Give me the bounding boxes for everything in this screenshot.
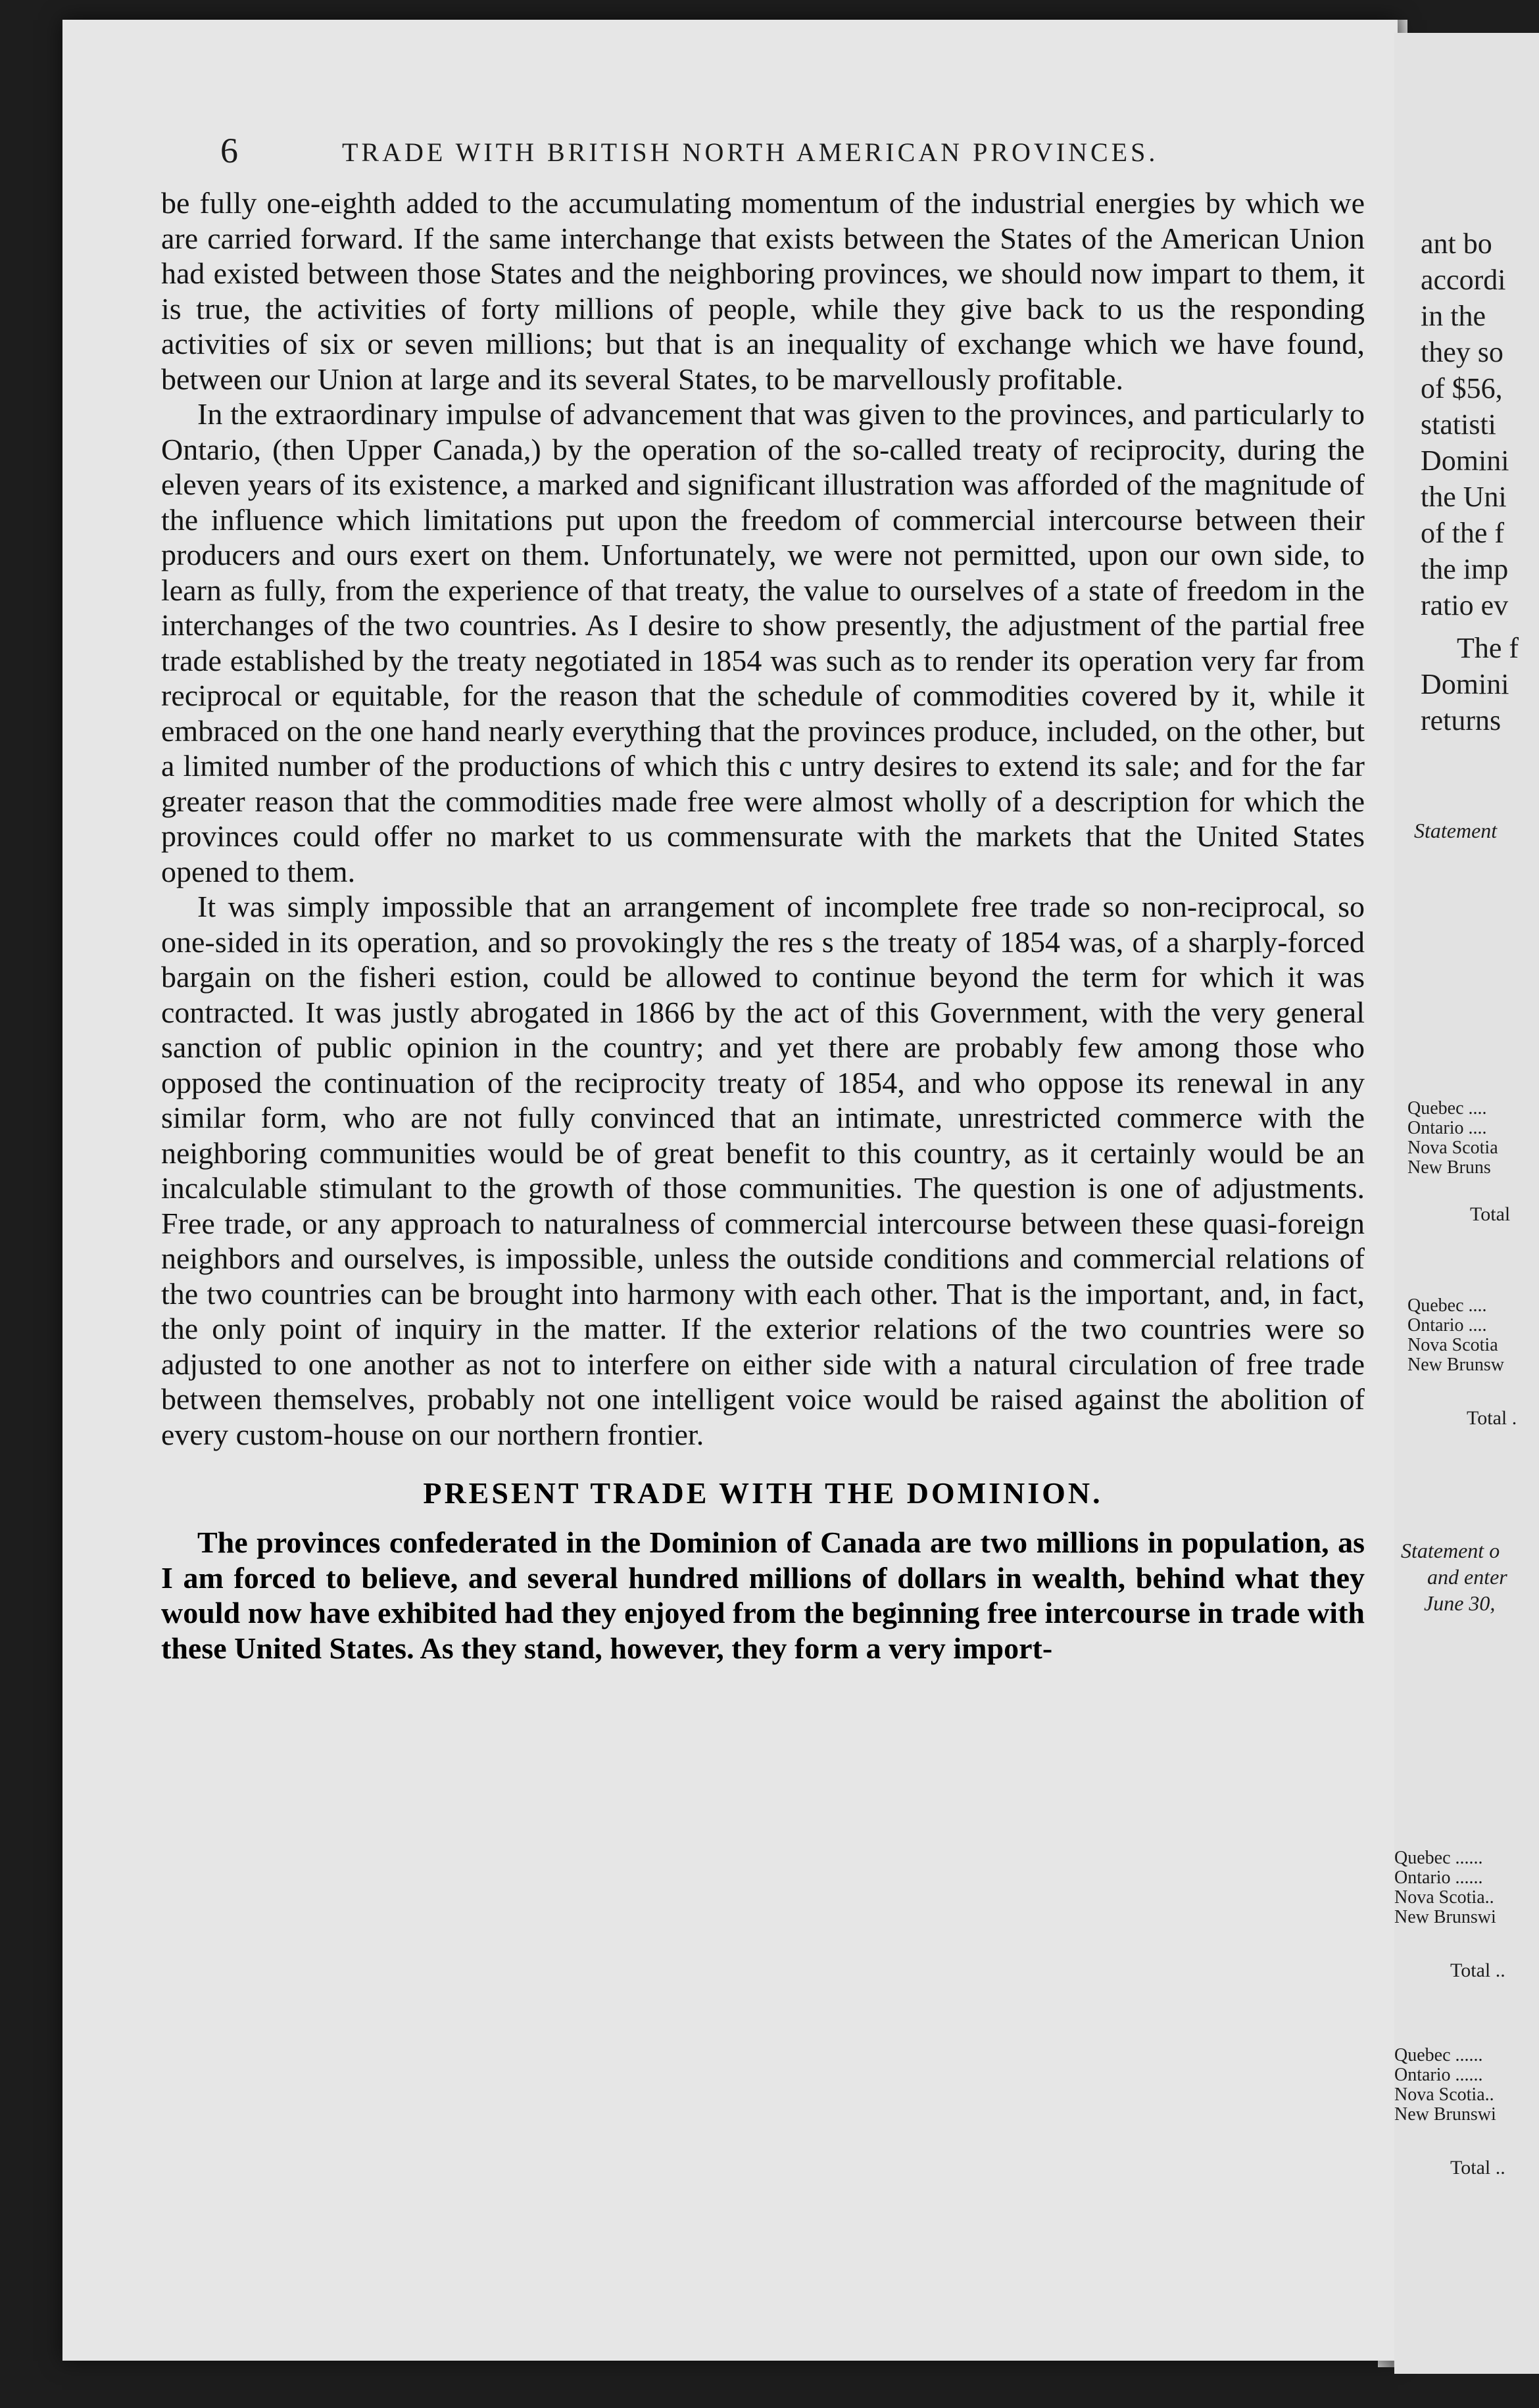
table-row-label: New Brunsw bbox=[1407, 1355, 1504, 1375]
running-head-title: TRADE WITH BRITISH NORTH AMERICAN PROVINCES. bbox=[342, 137, 1159, 167]
fragment-line: the Uni bbox=[1421, 481, 1507, 513]
table-row-label: Nova Scotia bbox=[1407, 1138, 1498, 1158]
table-row-label: Ontario ...... bbox=[1394, 1867, 1483, 1888]
fragment-line: in the bbox=[1421, 300, 1486, 332]
paragraph-3: It was simply impossible that an arrangement of incomplete free trade so non-reciprocal, so one-sided in its operation, and so provokingly the res s the treaty of 1854 was, of a sharply-forced bargain on the fisheri estion, could be allowed to continue beyond the term for which it was contracted. It was justly abrogated in 1866 by the act of this Government, with the very general sanction of public opinion in the country; and yet there are probably few among those who opposed the continuation of the reciprocity treaty of 1854, and who oppose its renewal in any similar form, who are not fully convinced that an intimate, unrestricted commerce with the neighboring communities would be of great benefit to this country, as it certainly would be an incalculable stimulant to the growth of those communities. The question is one of adjustments. Free trade, or any approach to naturalness of commercial intercourse between these quasi-foreign neighbors and ourselves, is impossible, unless the outside conditions and commercial relations of the two countries can be brought into harmony with each other. That is the important, and, in fact, the only point of inquiry in the matter. If the exterior relations of the two countries were so adjusted to one another as not to interfere on either side with a natural circulation of free trade between themselves, probably not one intelligent voice would be raised against the abolition of every custom-house on our northern frontier. bbox=[161, 890, 1365, 1451]
table-row-label: Quebec ...... bbox=[1394, 1848, 1483, 1868]
page-number: 6 bbox=[220, 131, 238, 170]
table-row-label: Nova Scotia bbox=[1407, 1335, 1498, 1355]
body-text bbox=[161, 185, 1365, 1666]
table-row-label: Ontario ...... bbox=[1394, 2065, 1483, 2085]
table-total-label: Total .. bbox=[1450, 2157, 1505, 2179]
fragment-line: the imp bbox=[1421, 553, 1509, 585]
fragment-line: Domini bbox=[1421, 445, 1509, 477]
paragraph-2: In the extraordinary impulse of advancement that was given to the provinces, and particularly to Ontario, (then Upper Canada,) by the operation of the so-called treaty of reciprocity, during the eleven years of its existence, a marked and significant illustration was afforded of the magnitude of the influence which limitations put upon the freedom of commercial intercourse between their producers and ours exert on them. Unfortunately, we were not permitted, upon our own side, to learn as fully, from the experience of that treaty, the value to ourselves of a state of freedom in the interchanges of the two countries. As I desire to show presently, the adjustment of the partial free trade established by the treaty negotiated in 1854 was such as to render its operation very far from reciprocal or equitable, for the reason that the schedule of commodities covered by it, while it embraced on the one hand nearly everything that the provinces produce, included, on the other, but a limited number of the productions of which this c untry desires to extend its sale; and for the far greater reason that the commodities made free were almost wholly of a description for which the provinces could offer no market to us commensurate with the markets that the United States opened to them. bbox=[161, 397, 1365, 888]
table-row-label: Quebec ...... bbox=[1394, 2045, 1483, 2065]
running-head bbox=[158, 130, 1276, 170]
table-row-label: New Brunswi bbox=[1394, 2104, 1496, 2125]
table-row-label: Quebec .... bbox=[1407, 1098, 1487, 1119]
fragment-line: Domini bbox=[1421, 668, 1509, 700]
table-caption: and enter bbox=[1427, 1565, 1507, 1589]
fragment-line: statisti bbox=[1421, 408, 1496, 441]
table-caption: Statement bbox=[1414, 819, 1498, 842]
table-total-label: Total .. bbox=[1450, 1960, 1505, 1981]
fragment-line: accordi bbox=[1421, 264, 1506, 296]
fragment-line: ratio ev bbox=[1421, 589, 1509, 621]
table-caption: June 30, bbox=[1424, 1591, 1496, 1615]
paragraph-1: be fully one-eighth added to the accumulating momentum of the industrial energies by which we are carried forward. If the same interchange that exists between the States of the American Union had existed between those States and the neighboring provinces, we should now impart to them, it is true, the activities of forty millions of people, while they give back to us the responding activities of six or seven millions; but that is an inequality of exchange which we have found, between our Union at large and its several States, to be marvellously profitable. bbox=[161, 186, 1365, 396]
fragment-line: of $56, bbox=[1421, 372, 1503, 404]
fragment-line: The f bbox=[1457, 632, 1519, 664]
fragment-line: ant bo bbox=[1421, 228, 1492, 260]
table-row-label: New Bruns bbox=[1407, 1157, 1491, 1178]
fragment-line: they so bbox=[1421, 336, 1503, 368]
table-caption: Statement o bbox=[1401, 1539, 1500, 1562]
table-row-label: New Brunswi bbox=[1394, 1907, 1496, 1927]
table-total-label: Total . bbox=[1467, 1407, 1517, 1429]
table-row-label: Nova Scotia.. bbox=[1394, 1887, 1494, 1908]
fragment-line: returns bbox=[1421, 704, 1502, 736]
table-row-label: Quebec .... bbox=[1407, 1295, 1487, 1316]
table-total-label: Total bbox=[1470, 1203, 1511, 1225]
fragment-line: of the f bbox=[1421, 517, 1505, 549]
section-heading: PRESENT TRADE WITH THE DOMINION. bbox=[423, 1476, 1103, 1510]
table-row-label: Nova Scotia.. bbox=[1394, 2084, 1494, 2105]
table-row-label: Ontario .... bbox=[1407, 1118, 1487, 1138]
paragraph-4: The provinces confederated in the Dominion of Canada are two millions in population, as I am forced to believe, and several hundred millions of dollars in wealth, behind what they would now have exhibited had they enjoyed from the beginning free intercourse in trade with these United States. As they stand, however, they form a very import- bbox=[161, 1526, 1365, 1665]
facing-page-edge bbox=[1394, 33, 1539, 2374]
table-row-label: Ontario .... bbox=[1407, 1315, 1487, 1336]
